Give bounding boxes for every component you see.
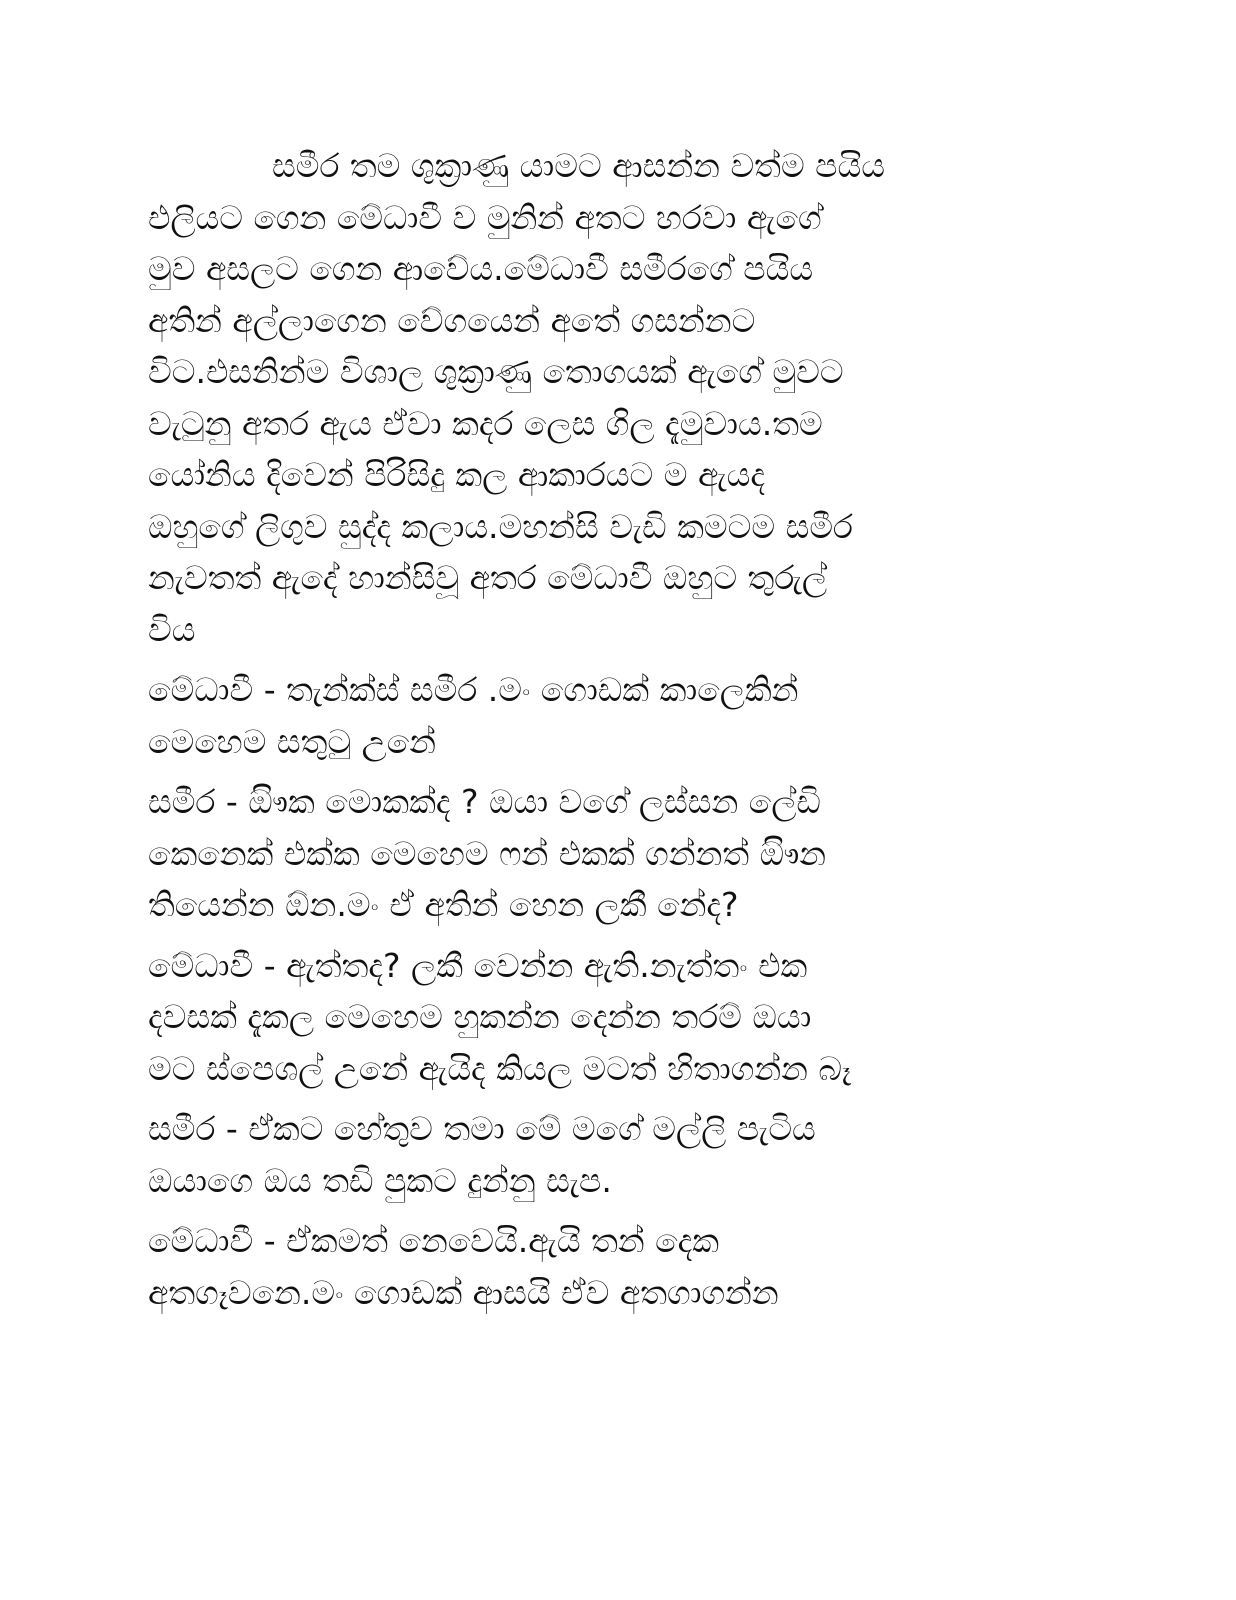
text-line: මුව අසලට ගෙන ආවේය.මේධාවී සමීරගේ පයිය (148, 249, 814, 288)
text-line: අතින් අල්ලාගෙන වේගයෙන් අතේ ගසන්නට (148, 300, 756, 340)
text-line: නැවතත් ඇදේ හාන්සිවූ අතර මේධාවී ඔහුට තුරුල් (148, 558, 828, 597)
story-text (148, 140, 1078, 1327)
text-line: මේධාවී - තැන්ක්ස් සමීර .මං ගොඩක් කාලෙකින් (148, 670, 799, 709)
text-line: විට.එසනින්ම විශාල ශුක්‍රාණු තොගයක් ඇගේ මුවට (148, 352, 844, 391)
text-line: අතගෑවනෙ.මං ගොඩක් ආසයි ඒව අතගාගන්න (148, 1272, 779, 1312)
dialogue-paragraph (148, 940, 1078, 1095)
text-line: ඔහුගේ ලිගුව සුද්ද කලාය.මහන්සි වැඩි කමටම සමීර (148, 506, 853, 546)
text-line: දවසක් දැකල මෙහෙම හුකන්න දෙන්න තරම් ඔයා (148, 997, 812, 1036)
text-line: යෝනිය දිවෙන් පිරිසිදු කල ආකාරයට ම ඇයද (148, 455, 766, 494)
text-line: ඔයාගෙ ඔය තඩි පුකට දුන්නු සැප. (148, 1160, 612, 1200)
dialogue-paragraph (148, 1215, 1078, 1318)
dialogue-paragraph (148, 776, 1078, 931)
text-line: කෙනෙක් එක්ක මෙහෙම ෆන් එකක් ගන්නත් ඔිෟන (148, 833, 827, 873)
text-line: මට ස්පෙශල් උනේ ඇයිද කියල මටත් හිතාගන්න බෑ (148, 1048, 852, 1088)
text-line: විය (148, 609, 196, 649)
narration-paragraph (148, 140, 1078, 655)
text-line: මෙහෙම සතුටු උනේ (148, 721, 437, 761)
text-line: සමීර තම ශුක්‍රාණු යාමට ආසන්න වත්ම පයිය (272, 146, 885, 185)
text-line: මේධාවී - ඇත්තද? ලකී වෙන්න ඇති.නැත්තං එක (148, 945, 808, 985)
text-line: එලියට ගෙන මේධාවී ව මුනින් අතට හරවා ඇගේ (148, 197, 822, 237)
text-line: වැටුනු අතර ඇය ඒවා කදර ලෙස ගිල දැමුවාය.තම (148, 403, 823, 443)
text-line: මේධාවී - ඒකමත් නෙවෙයි.ඇයි තන් දෙක (148, 1221, 720, 1260)
dialogue-paragraph (148, 1103, 1078, 1206)
dialogue-paragraph (148, 664, 1078, 767)
text-line: තියෙන්න ඕන.මං ඒ අතින් හෙන ලකී නේද? (148, 885, 739, 924)
text-line: සමීර - ඔිෟක මොකක්ද ? ඔයා වගේ ලස්සන ලේඩි (148, 782, 821, 821)
text-line: සමීර - ඒකට හේතුව තමා මේ මගේ මල්ලි පැටිය (148, 1109, 816, 1148)
